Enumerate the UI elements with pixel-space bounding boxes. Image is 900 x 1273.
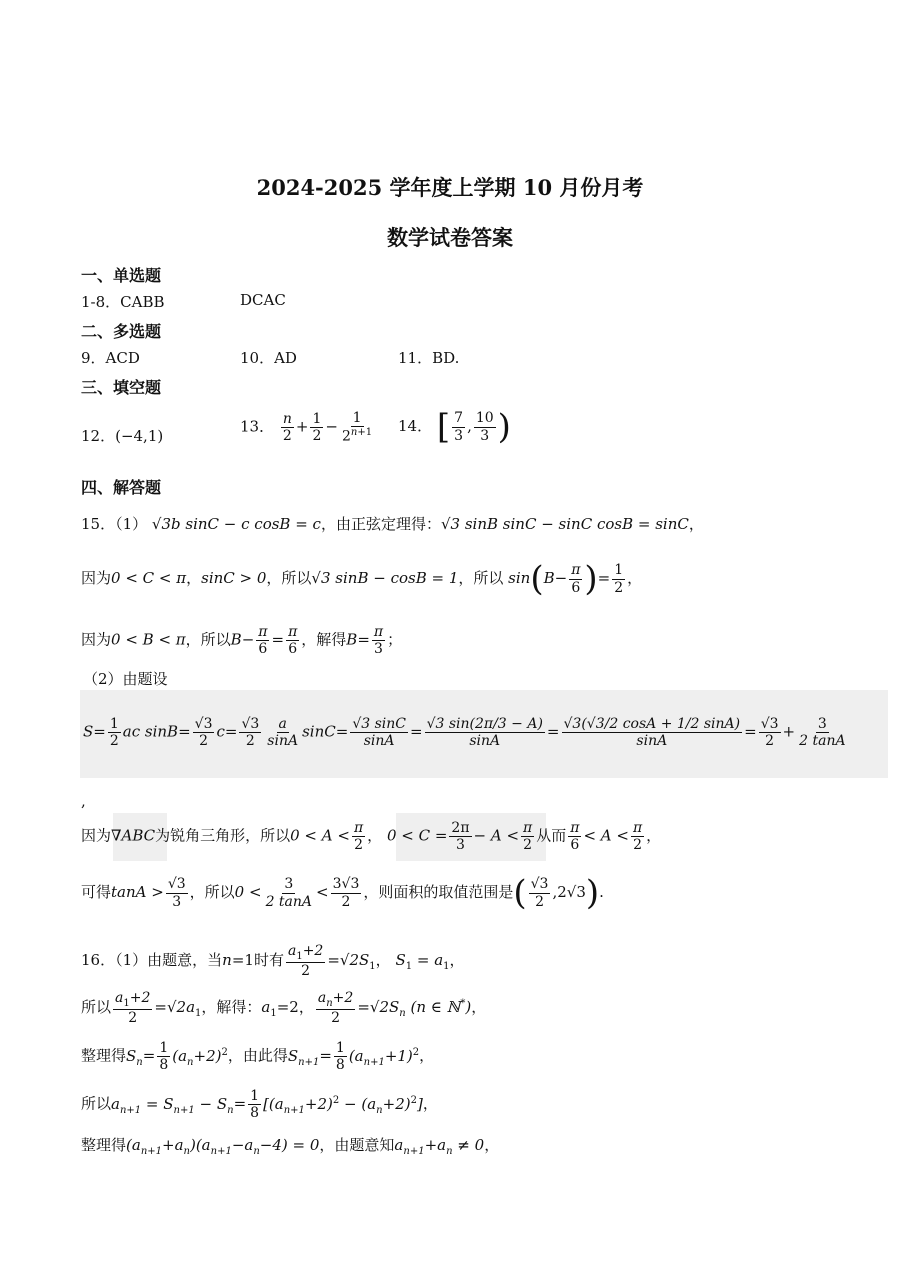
q12-label: 12． xyxy=(81,427,116,445)
section-fill-blank: 三、填空题 xyxy=(81,378,162,397)
solve-text-2: ，解得： xyxy=(201,998,262,1017)
answer-14: 14． [ $\frac{7}{3}$ , $\frac{10}{3}$ ) xyxy=(398,407,511,447)
answers-1-4: 1-8．CABB xyxy=(81,293,165,311)
because-text: 因为 xyxy=(81,569,112,587)
q15-line-1: 15．（1） √3b sinC − c cosB = c，由正弦定理得：√3 sinB sinC − sinC cosB = sinC， xyxy=(81,515,704,533)
page-subtitle: 数学试卷答案 xyxy=(387,225,513,250)
so-text-6: 所以 xyxy=(81,1094,112,1113)
q15-sine-law-text: ，由正弦定理得： xyxy=(320,515,441,533)
q16-line-2: 所以 $\frac{a_1+2}{2}$ $=√2a_1$，解得：$a_1=2$， $\frac{a_n+2}{2}$ $=√2S_n$ (n ∈ ℕ*)， xyxy=(81,990,487,1027)
section-multi-choice: 二、多选题 xyxy=(81,322,162,341)
so-text-3: ，所以 xyxy=(185,630,231,649)
q14-label: 14． xyxy=(398,417,433,435)
q15-line-4: 因为∇ABC为锐角三角形，所以0 < A < $\frac{\pi}{2}$ ， 0 < C = $\frac{2\pi}{3}$ − A < $\frac{\pi}{2}$ 从而 $\frac{\pi}{6}$ < A < $\frac{\pi}{2}$ ， xyxy=(81,820,662,854)
q16-line-1: 16．（1）由题意，当n=1时有 $\frac{a_1+2}{2}$ $=√2S_1$， $S_1 = a_1$， xyxy=(81,943,465,980)
acute-text: 为锐角三角形，所以 xyxy=(155,826,291,845)
so-text-2: ，所以 xyxy=(458,569,504,587)
q15-line-2: 因为0 < C < π，sinC > 0，所以√3 sinB − cosB = 1，所以 sin(B− $\frac{\pi}{6}$ )= $\frac{1}{2}$ ， xyxy=(81,559,643,599)
q13-label: 13． xyxy=(240,417,275,436)
answer-9: 9．ACD xyxy=(81,349,140,367)
arrange-text-2: 整理得 xyxy=(81,1136,127,1154)
q15-part1-label: 15．（1） xyxy=(81,515,148,533)
q15-part2-label: （2）由题设 xyxy=(83,670,168,688)
q16-line-4: 所以$a_{n+1} = S_{n+1} - S_n=$ $\frac{1}{8}$ $[(a_{n+1}+2)^2 - (a_n+2)^2]$， xyxy=(81,1088,438,1122)
q12-answer: (−4,1) xyxy=(115,427,164,445)
so-text: ，所以 xyxy=(266,569,312,587)
known-text: ，由题意知 xyxy=(319,1136,395,1154)
section-single-choice: 一、单选题 xyxy=(81,266,162,285)
thus-text: 从而 xyxy=(536,826,567,845)
when-text: 时有 xyxy=(253,951,284,970)
q16-line-5: 整理得$(a_{n+1}+a_n)(a_{n+1}-a_n-4) = 0$，由题意知$a_{n+1}+a_n \ne 0$， xyxy=(81,1136,500,1157)
section-solution: 四、解答题 xyxy=(81,478,162,497)
from-this-text: ，由此得 xyxy=(227,1046,288,1065)
arrange-text: 整理得 xyxy=(81,1046,127,1065)
q15-line-3: 因为0 < B < π，所以B− $\frac{\pi}{6}$ = $\frac{\pi}{6}$ ，解得B= $\frac{\pi}{3}$ ； xyxy=(81,624,403,658)
answers-5-8: DCAC xyxy=(240,291,286,309)
range-text: ，则面积的取值范围是 xyxy=(363,883,514,901)
q16-line-3: 整理得$S_n=$ $\frac{1}{8}$ $(a_n+2)^2$，由此得$S_{n+1}=$ $\frac{1}{8}$ $(a_{n+1}+1)^2$， xyxy=(81,1040,435,1074)
so-text-5: 所以 xyxy=(81,998,112,1017)
solve-text: ，解得 xyxy=(301,630,347,649)
page-title: 2024-2025 学年度上学期 10 月份月考 xyxy=(256,175,644,200)
answer-11: 11．BD. xyxy=(398,349,460,367)
obtain-text: 可得 xyxy=(81,883,112,901)
answer-13: 13． $\frac{n}{2}$ + $\frac{1}{2}$ − $\frac{1}{2^{n+1}}$ xyxy=(240,410,373,445)
so-text-4: ，所以 xyxy=(189,883,235,901)
q16-part1-label: 16．（1）由题意，当 xyxy=(81,951,223,970)
q15-line-5: 可得tanA > $\frac{√3}{3}$ ，所以0 < $\frac{3}{2 \tan A}$ < $\frac{3√3}{2}$ ，则面积的取值范围是( $\frac{√3}{2}$ ,2√3). xyxy=(81,873,604,913)
answer-12 xyxy=(81,425,163,446)
because-text-2: 因为 xyxy=(81,630,112,649)
answer-10: 10．AD xyxy=(240,349,297,367)
because-text-3: 因为 xyxy=(81,826,112,845)
answers-1-8 xyxy=(81,291,165,312)
comma-mark: , xyxy=(81,792,86,810)
area-formula: S= $\frac{1}{2}$ ac sinB= $\frac{√3}{2}$ c= $\frac{√3}{2}$ $\frac{a}{\sin A}$ sinC= $\frac{√3 \sin C}{\sin A}$ = $\frac{√3 \sin(2\pi/3 - A)}{\sin A}$ = $\frac{√3(√3/2 \cos A + 1/2 \sin A)}{\sin A}$ = $\frac{√3}{2}$ + $\frac{3}{2 \tan A}$ xyxy=(83,716,846,750)
